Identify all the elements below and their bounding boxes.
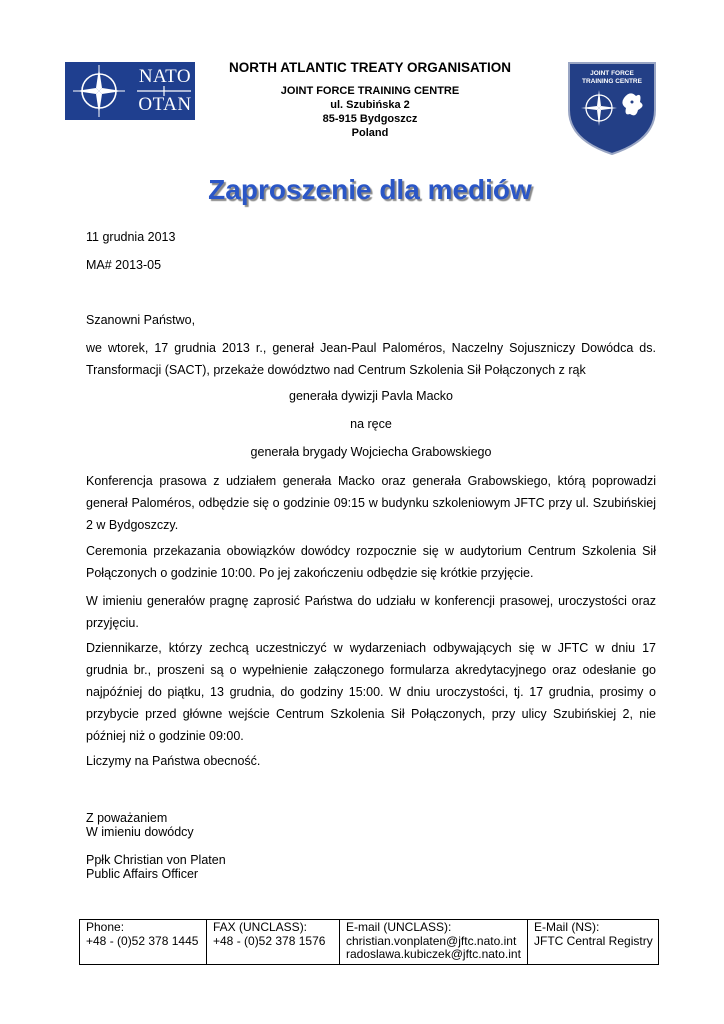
salutation: Szanowni Państwo, bbox=[86, 313, 196, 327]
paragraph-journalists: Dziennikarze, którzy zechcą uczestniczyć w wydarzeniach odbywających się w JFTC w dniu 17 grudnia br., proszeni są o wypełnienie załączonego formularza akredytacyjnego oraz odesłanie go najpóźniej do piątku, 13 grudnia, do godziny 15:00. W dniu uroczystości, tj. 17 grudnia, prosimy o przybycie przed główne wejście Centrum Szkolenia Sił Połączonych, przy ulicy Szubińskiej 2, nie później niż o godzinie 09:00. bbox=[86, 641, 656, 743]
paragraph-invitation: W imieniu generałów pragnę zaprosić Państwa do udziału w konferencji prasowej, uroczystości oraz przyjęciu. bbox=[86, 594, 656, 630]
signature-role: Public Affairs Officer bbox=[86, 867, 199, 881]
nato-logo-line1: NATO bbox=[138, 66, 192, 87]
phone-value: +48 - (0)52 378 1445 bbox=[86, 933, 199, 948]
paragraph-intro: we wtorek, 17 grudnia 2013 r., generał Jean-Paul Paloméros, Naczelny Sojuszniczy Dowódca ds. Transformacji (SACT), przekaże dowództwo nad Centrum Szkolenia Sił Połączonych z rąk bbox=[86, 341, 656, 377]
jftc-crest bbox=[566, 60, 658, 156]
email-value-2[interactable]: radoslawa.kubiczek@jftc.nato.int bbox=[346, 947, 521, 961]
signature-regards: Z poważaniem bbox=[86, 811, 168, 825]
crest-text-line2: TRAINING CENTRE bbox=[582, 78, 642, 85]
document-date: 11 grudnia 2013 bbox=[86, 230, 176, 244]
address-country: Poland bbox=[351, 127, 389, 139]
fax-cell bbox=[207, 920, 340, 965]
email-ns-value: JFTC Central Registry bbox=[534, 933, 653, 948]
address-street: ul. Szubińska 2 bbox=[330, 99, 410, 111]
contact-table bbox=[79, 919, 659, 965]
paragraph-press-conference: Konferencja prasowa z udziałem generała Macko oraz generała Grabowskiego, którą poprowadzi generał Paloméros, odbędzie się o godzinie 09:15 w budynku szkoleniowym JFTC przy ul. Szubińskiej 2 w Bydgoszczy. bbox=[86, 474, 656, 532]
centre-name: JOINT FORCE TRAINING CENTRE bbox=[280, 85, 460, 97]
phone-cell bbox=[80, 920, 207, 965]
email-ns-label: E-Mail (NS): bbox=[534, 920, 600, 934]
paragraph-closing: Liczymy na Państwa obecność. bbox=[86, 754, 261, 768]
fax-value: +48 - (0)52 378 1576 bbox=[213, 933, 326, 948]
nato-logo bbox=[65, 62, 195, 120]
fax-label: FAX (UNCLASS): bbox=[213, 920, 308, 934]
jftc-shield-icon bbox=[566, 60, 658, 156]
paragraph-from-general: generała dywizji Pavla Macko bbox=[289, 389, 453, 403]
paragraph-into-hands: na ręce bbox=[350, 417, 392, 431]
email-ns-cell bbox=[528, 920, 659, 965]
email-label: E-mail (UNCLASS): bbox=[346, 920, 452, 934]
contact-table-row bbox=[80, 920, 659, 965]
phone-label: Phone: bbox=[86, 920, 125, 934]
document-title: Zaproszenie dla mediów bbox=[208, 174, 532, 205]
paragraph-ceremony: Ceremonia przekazania obowiązków dowódcy rozpocznie się w audytorium Centrum Szkolenia Sił Połączonych o godzinie 10:00. Po jej zakończeniu odbędzie się krótkie przyjęcie. bbox=[86, 544, 656, 580]
signature-on-behalf: W imieniu dowódcy bbox=[86, 825, 194, 839]
email-cell bbox=[340, 920, 528, 965]
nato-logo-line2: OTAN bbox=[138, 94, 192, 115]
email-value-1[interactable]: christian.vonplaten@jftc.nato.int bbox=[346, 933, 517, 948]
crest-text-line1: JOINT FORCE bbox=[590, 70, 634, 77]
organisation-title: NORTH ATLANTIC TREATY ORGANISATION bbox=[229, 60, 511, 75]
reference-number: MA# 2013-05 bbox=[86, 258, 162, 272]
signature-name: Ppłk Christian von Platen bbox=[86, 853, 226, 867]
address-city: 85-915 Bydgoszcz bbox=[322, 113, 418, 125]
paragraph-to-general: generała brygady Wojciecha Grabowskiego bbox=[250, 445, 492, 459]
